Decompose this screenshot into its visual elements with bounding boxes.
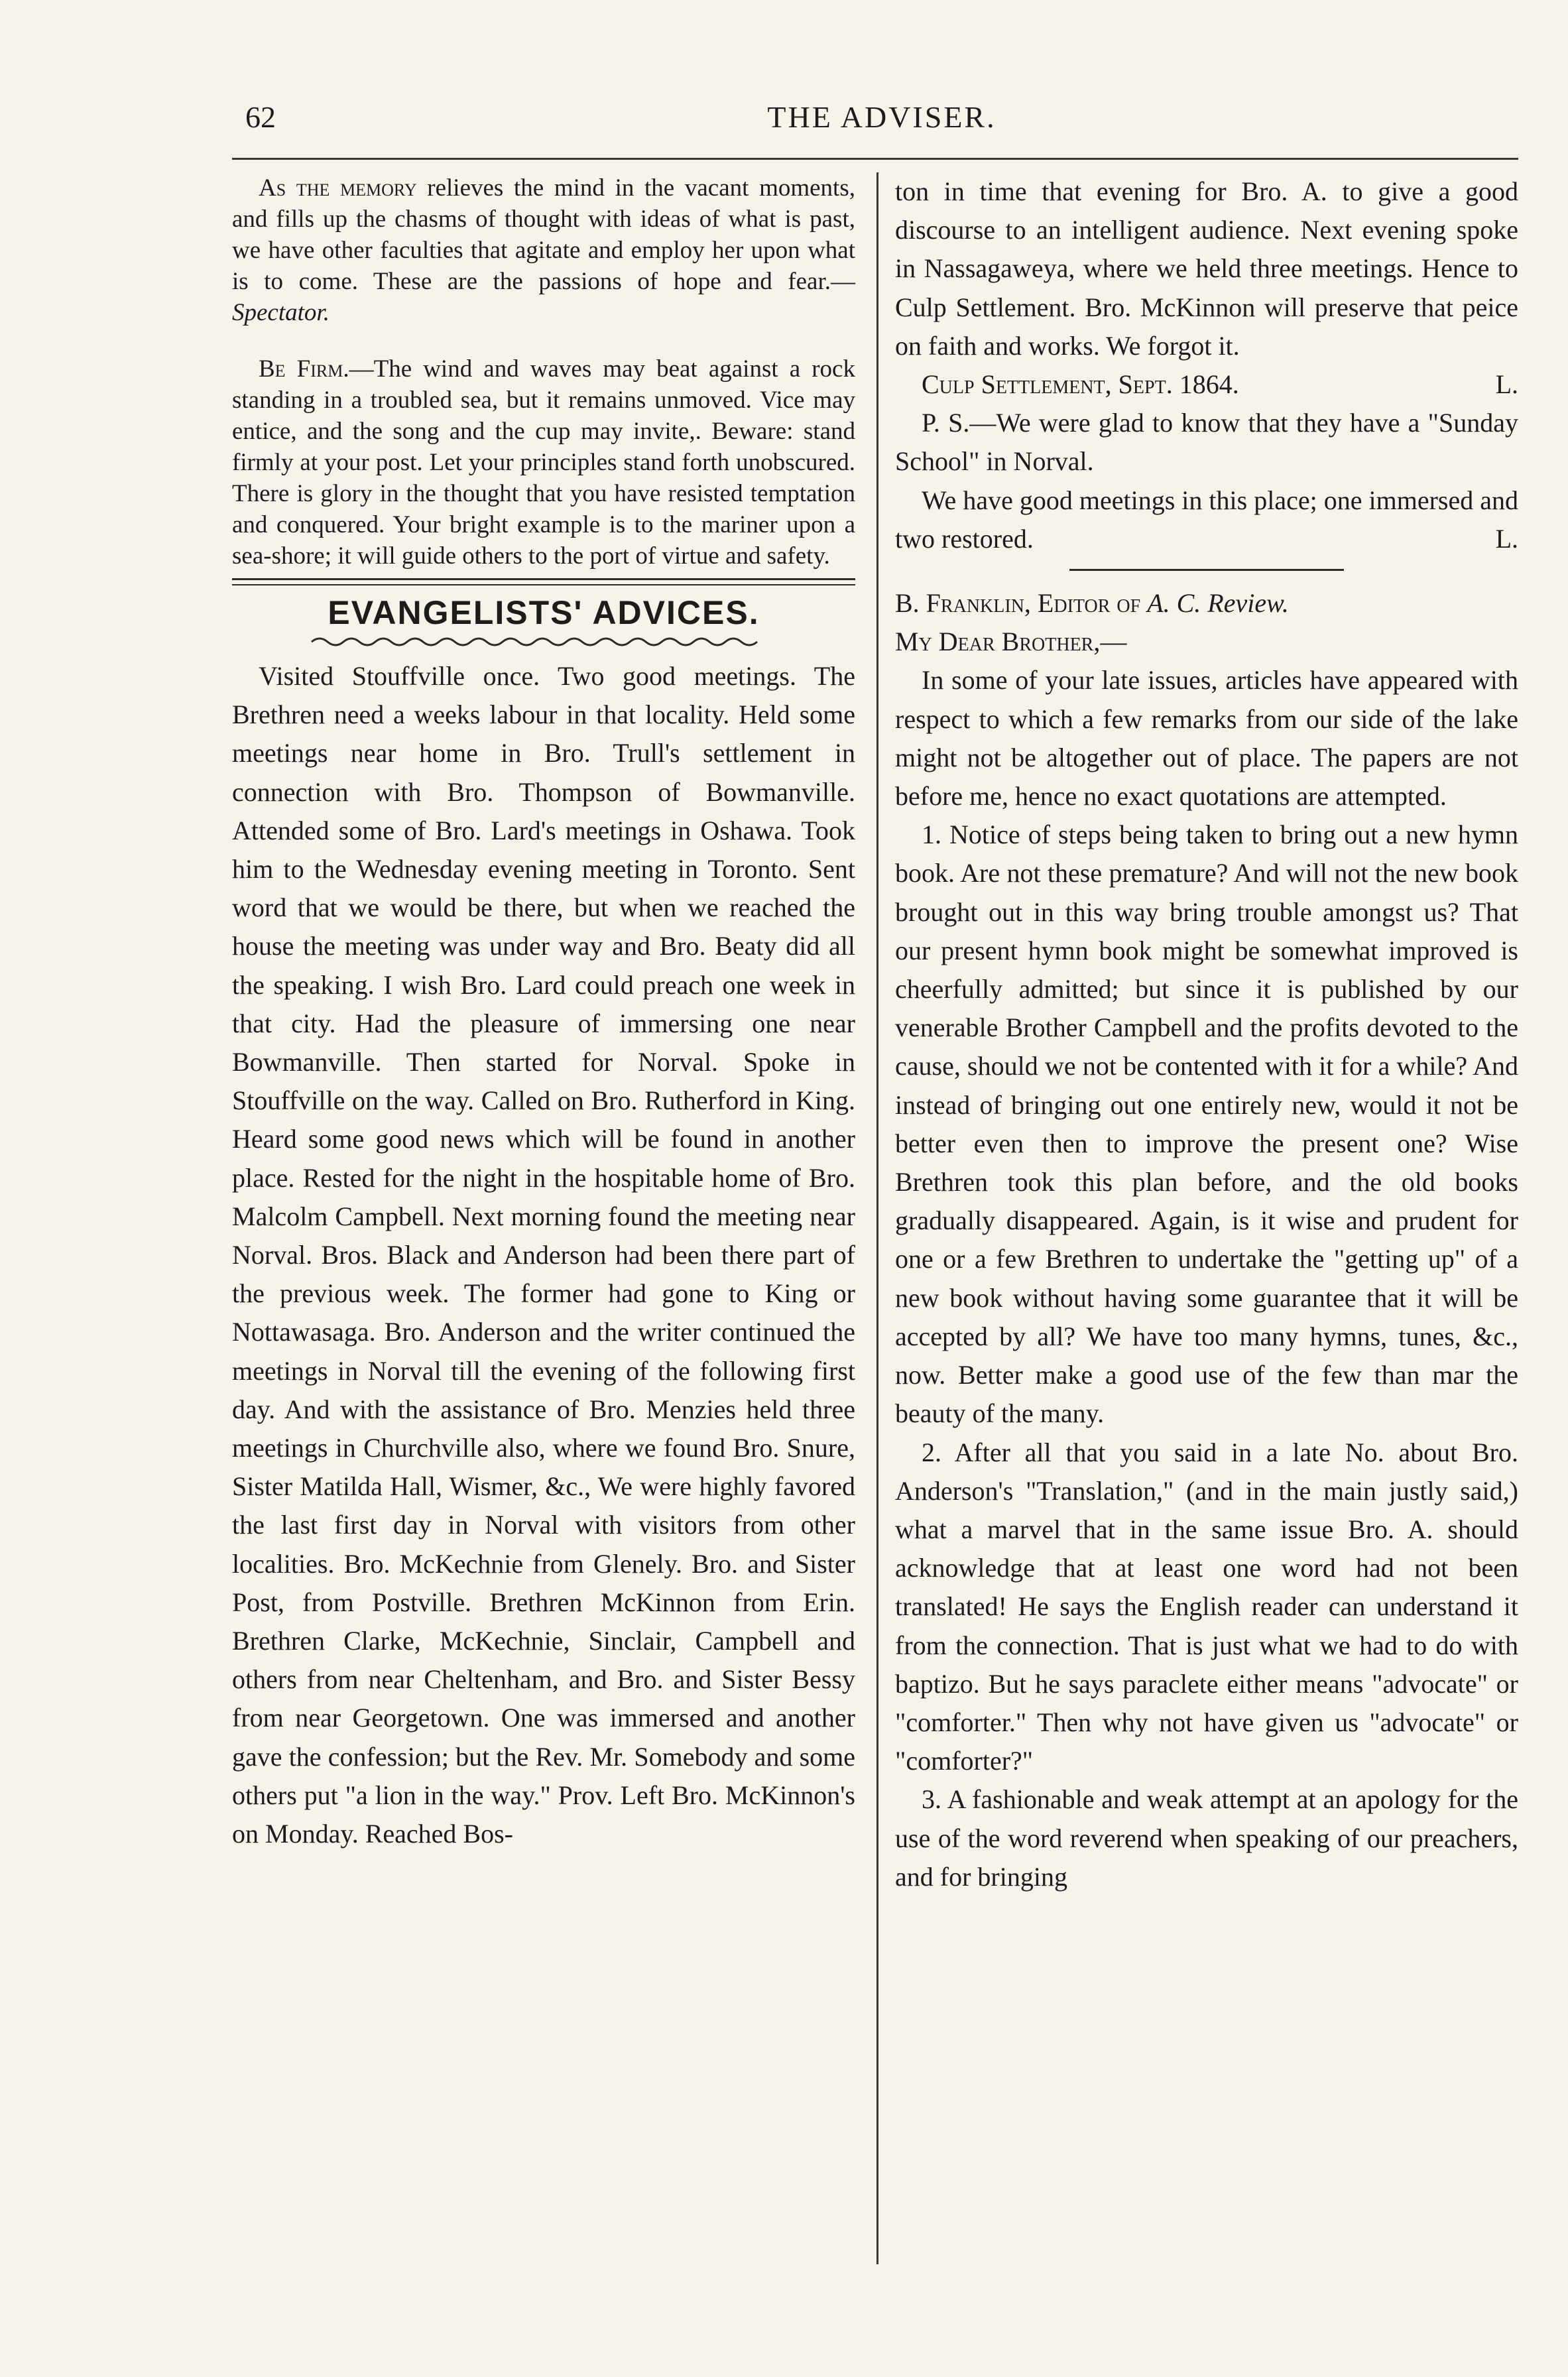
continued-report: ton in time that evening for Bro. A. to give a good discourse to an intelligent audience. Next evening spoke in Nassagaweya, where we held three meetings. Hence to Culp Settlement. Bro. McKinnon will preserve that peice on faith and works. We forgot it. — [895, 176, 1518, 361]
be-firm-text: —The wind and waves may beat against a rock standing in a troubled sea, but it remains unmoved. Vice may entice, and the song and the cup may invite,. Beware: stand firmly at your post. Let your principles stand forth unobscured. There is glory in the thought that you have resisted temptation and conquered. Your bright example is to the mariner upon a sea-shore; it will guide others to the port of virtue and safety. — [232, 355, 855, 570]
signature-initial: L. — [1495, 369, 1518, 400]
dateline: Culp Settlement, Sept. 1864. — [922, 369, 1239, 400]
letter-addressee — [895, 584, 1518, 623]
running-title: THE ADVISER. — [767, 100, 996, 134]
letter-intro: In some of your late issues, articles have appeared with respect to which a few remarks from our side of the lake might not be altogether out of place. The papers are not before me, hence no exact quotations are attempted. — [895, 665, 1518, 812]
letter-point-1: 1. Notice of steps being taken to bring out a new hymn book. Are not these premature? And will not the new book brought out in this way bring trouble amongst us? That our present hymn book might be somewhat improved is cheerfully admitted; but since it is published by our venerable Brother Campbell and the profits devoted to the cause, should we not be contented with it for a while? And instead of bringing out one entirely new, would it not be better even then to improve the present one? Wise Brethren took this plan before, and the old books gradually disappeared. Again, is it wise and prudent for one or a few Brethren to undertake the "getting up" of a new book without having some guarantee that it will be accepted by all? We have too many hymns, tunes, &c., now. Better make a good use of the few than mar the beauty of the many. — [895, 820, 1518, 1429]
postscript-initial: L. — [1495, 523, 1518, 554]
memory-lead: As the memory — [259, 174, 417, 202]
header-rule — [232, 158, 1518, 160]
letter-point-3: 3. A fashionable and weak attempt at an apology for the use of the word reverend when speaking of our preachers, and for bringing — [895, 1784, 1518, 1892]
postscript-meetings — [895, 481, 1518, 558]
addressee-name: B. Franklin, Editor of — [895, 588, 1141, 619]
be-firm-paragraph — [232, 353, 855, 572]
evangelists-heading: EVANGELISTS' ADVICES. — [328, 594, 760, 631]
addressee-publication: A. C. Review. — [1147, 588, 1289, 619]
postscript-meetings-text: We have good meetings in this place; one immersed and two restored. — [895, 485, 1518, 554]
letter-salutation: My Dear Brother,— — [895, 627, 1127, 657]
memory-paragraph — [232, 172, 855, 328]
page-header — [245, 99, 1518, 146]
memory-text: relieves the mind in the vacant moments, and fills up the chasms of thought with ideas of what is past, we have other faculties that agitate and employ her upon what is to come. These are the passions of hope and fear.— — [232, 174, 855, 295]
section-double-rule — [232, 578, 855, 585]
evangelists-text: Visited Stouffville once. Two good meetings. The Brethren need a weeks labour in that locality. Held some meetings near home in Bro. Trull's settlement in connection with Bro. Thompson of Bowmanville. Attended some of Bro. Lard's meetings in Oshawa. Took him to the Wednesday evening meeting in Toronto. Sent word that we would be there, but when we reached the house the meeting was under way and Bro. Beaty did all the speaking. I wish Bro. Lard could preach one week in that city. Had the pleasure of immersing one near Bowmanville. Then started for Norval. Spoke in Stouffville on the way. Called on Bro. Rutherford in King. Heard some good news which will be found in another place. Rested for the night in the hospitable home of Bro. Malcolm Campbell. Next morning found the meeting near Norval. Bros. Black and Anderson had been there part of the previous week. The former had gone to King or Nottawasaga. Bro. Anderson and the writer continued the meetings in Norval till the evening of the following first day. And with the assistance of Bro. Menzies held three meetings in Churchville also, where we found Bro. Snure, Sister Matilda Hall, Wismer, &c., We were highly favored the last first day in Norval with visitors from other localities. Bro. McKechnie from Glenely. Bro. and Sister Post, from Postville. Brethren McKinnon from Erin. Brethren Clarke, McKechnie, Sinclair, Campbell and others from near Cheltenham, and Bro. and Sister Bessy from near Georgetown. One was immersed and another gave the confession; but the Rev. Mr. Somebody and some others put "a lion in the way." Prov. Left Bro. McKinnon's on Monday. Reached Bos- — [232, 661, 855, 1849]
column-divider — [876, 172, 878, 2264]
postscript: P. S.—We were glad to know that they have a "Sunday School" in Norval. — [895, 408, 1518, 477]
left-column — [232, 172, 855, 1853]
letter-separator-rule — [1069, 569, 1344, 571]
right-column — [895, 172, 1518, 1896]
dateline-row — [895, 365, 1518, 404]
page-number: 62 — [245, 100, 276, 134]
be-firm-lead: Be Firm. — [259, 355, 349, 383]
ornamental-rule — [232, 633, 855, 650]
letter-point-2: 2. After all that you said in a late No. about Bro. Anderson's "Translation," (and in the main justly said,) what a marvel that in the same issue Bro. A. should acknowledge that at least one word had not been translated! He says the English reader can understand it from the connection. That is just what we had to do with baptizo. But he says paraclete either means "advocate" or "comforter." Then why not have given us "advocate" or "comforter?" — [895, 1437, 1518, 1776]
memory-source: Spectator. — [232, 299, 330, 326]
